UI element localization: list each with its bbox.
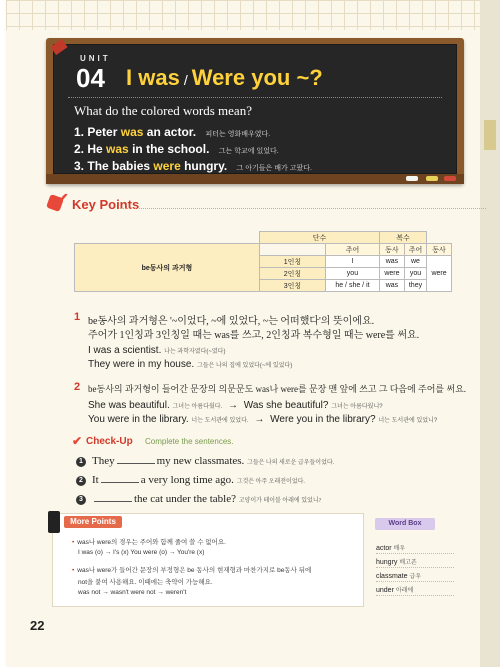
unit-label: UNIT bbox=[80, 54, 111, 63]
arrow-icon: → bbox=[227, 400, 238, 411]
point2-line1: be동사의 과거형이 들어간 문장의 의문문도 was나 were를 문장 맨 앞에 쓰고 그 다음에 주어를 써요. bbox=[88, 384, 467, 394]
check-icon: ✔ bbox=[57, 190, 69, 206]
point2-example2: You were in the library. 너는 도서관에 있었다. → Were you in the library? 너는 도서관에 있었니? bbox=[88, 414, 438, 425]
answer-blank[interactable] bbox=[101, 482, 139, 483]
title-part1: I was bbox=[126, 65, 180, 90]
dotted-divider bbox=[120, 208, 486, 209]
check-up-item-3: the cat under the table? 고양이가 테이블 아래에 있었니? bbox=[92, 493, 321, 505]
chalkboard-surface bbox=[53, 44, 457, 174]
row-label: be동사의 과거형 bbox=[75, 244, 260, 292]
col-group-plural: 복수 bbox=[380, 232, 427, 244]
point1-line2: 주어가 1인칭과 3인칭일 때는 was를 쓰고, 2인칭과 복수형일 때는 were를 써요. bbox=[88, 330, 420, 341]
table-row: 1인칭 I was we were bbox=[75, 256, 452, 268]
be-verb-table bbox=[74, 231, 452, 292]
point2-example1: She was beautiful. 그녀는 아름다웠다. → Was she beautiful? 그녀는 아름다웠니? bbox=[88, 400, 383, 411]
check-up-subtitle: Complete the sentences. bbox=[145, 437, 234, 446]
example-number: 2. bbox=[74, 142, 85, 156]
board-question: What do the colored words mean? bbox=[74, 103, 252, 118]
col-group-singular: 단수 bbox=[259, 232, 379, 244]
page-edge-marker bbox=[484, 120, 496, 150]
more-point-2-cont: not을 붙여 사용해요. 이때에는 축약이 가능해요. bbox=[78, 579, 213, 586]
example-text: in the school. bbox=[132, 142, 210, 156]
board-example-2 bbox=[74, 142, 279, 156]
more-point-2-example: was not → wasn't were not → weren't bbox=[78, 589, 187, 596]
bullet-icon: 3 bbox=[76, 495, 86, 505]
example-text: Peter bbox=[87, 125, 118, 139]
board-example-1 bbox=[74, 125, 270, 139]
check-up-item-2: It a very long time ago. 그것은 아주 오래전이었다. bbox=[92, 474, 305, 486]
point1-line1: be동사의 과거형은 '~이었다, ~에 있었다, ~는 어떠했다'의 뜻이에요. bbox=[88, 316, 375, 327]
plural-verb: were bbox=[427, 256, 452, 292]
table-row: 2인칭 you were you bbox=[75, 268, 452, 280]
arrow-icon: → bbox=[254, 414, 265, 425]
point-number: 1 bbox=[74, 311, 81, 323]
example-translation: 피터는 영화배우였다. bbox=[205, 131, 271, 138]
example-number: 1. bbox=[74, 125, 85, 139]
check-icon: ✔ bbox=[72, 434, 83, 448]
point1-example1: I was a scientist. 나는 과학자였다(~였다) bbox=[88, 345, 226, 356]
example-highlight: was bbox=[106, 142, 129, 156]
answer-blank[interactable] bbox=[117, 463, 155, 464]
more-points-title: More Points bbox=[64, 516, 122, 528]
word-box-title: Word Box bbox=[375, 518, 435, 530]
key-points-title: Key Points bbox=[72, 197, 140, 212]
sub-head: 주어 bbox=[404, 244, 426, 256]
chalk-icon bbox=[426, 176, 438, 181]
word-item: hungry 배고픈 bbox=[376, 557, 454, 568]
example-translation: 그는 학교에 있었다. bbox=[218, 148, 279, 155]
point-number: 2 bbox=[74, 381, 81, 393]
bullet-icon: 2 bbox=[76, 476, 86, 486]
word-item: actor 배우 bbox=[376, 543, 454, 554]
binder-clip-icon bbox=[48, 511, 60, 533]
example-text: an actor. bbox=[146, 125, 197, 139]
grid-background bbox=[6, 0, 480, 30]
example-text: He bbox=[87, 142, 103, 156]
example-text: The babies bbox=[87, 159, 151, 173]
example-highlight: were bbox=[153, 159, 181, 173]
chalkboard-ledge bbox=[46, 174, 464, 184]
unit-number: 04 bbox=[76, 63, 105, 93]
example-number: 3. bbox=[74, 159, 85, 173]
check-up-item-1: They my new classmates. 그들은 나의 새로운 급우들이었다. bbox=[92, 455, 335, 467]
sub-head: 동사 bbox=[380, 244, 405, 256]
sub-head: 주어 bbox=[325, 244, 379, 256]
point1-example2: They were in my house. 그들은 나의 집에 있었다(~에 있었다) bbox=[88, 359, 293, 370]
word-item: classmate 급우 bbox=[376, 571, 454, 582]
example-highlight: was bbox=[120, 125, 144, 139]
unit-title bbox=[126, 65, 323, 91]
dotted-divider bbox=[68, 97, 442, 98]
more-point-1-example: I was (o) → I's (x) You were (o) → You're (x) bbox=[78, 549, 205, 556]
chalkboard bbox=[46, 38, 464, 184]
page-number: 22 bbox=[30, 618, 45, 633]
check-up-title: Check-Up bbox=[86, 436, 133, 447]
example-text: hungry. bbox=[184, 159, 228, 173]
title-separator: / bbox=[183, 72, 188, 88]
more-point-1: • was나 were의 경우는 주어와 함께 줄여 쓸 수 없어요. bbox=[72, 539, 226, 546]
word-item: under 아래에 bbox=[376, 585, 454, 596]
sub-head: 동사 bbox=[427, 244, 452, 256]
answer-blank[interactable] bbox=[94, 501, 132, 502]
board-example-3 bbox=[74, 159, 312, 173]
chalk-icon bbox=[444, 176, 456, 181]
bullet-icon: 1 bbox=[76, 457, 86, 467]
chalk-icon bbox=[406, 176, 418, 181]
example-translation: 그 아기들은 배가 고팠다. bbox=[236, 165, 312, 172]
title-part2: Were you ~? bbox=[191, 65, 323, 90]
page-edge-tab bbox=[480, 0, 500, 667]
more-point-2: • was나 were가 들어간 문장의 부정형은 be 동사의 현재형과 마찬가지로 be동사 뒤에 bbox=[72, 567, 312, 574]
table-row: 3인칭 he / she / it was they bbox=[75, 280, 452, 292]
